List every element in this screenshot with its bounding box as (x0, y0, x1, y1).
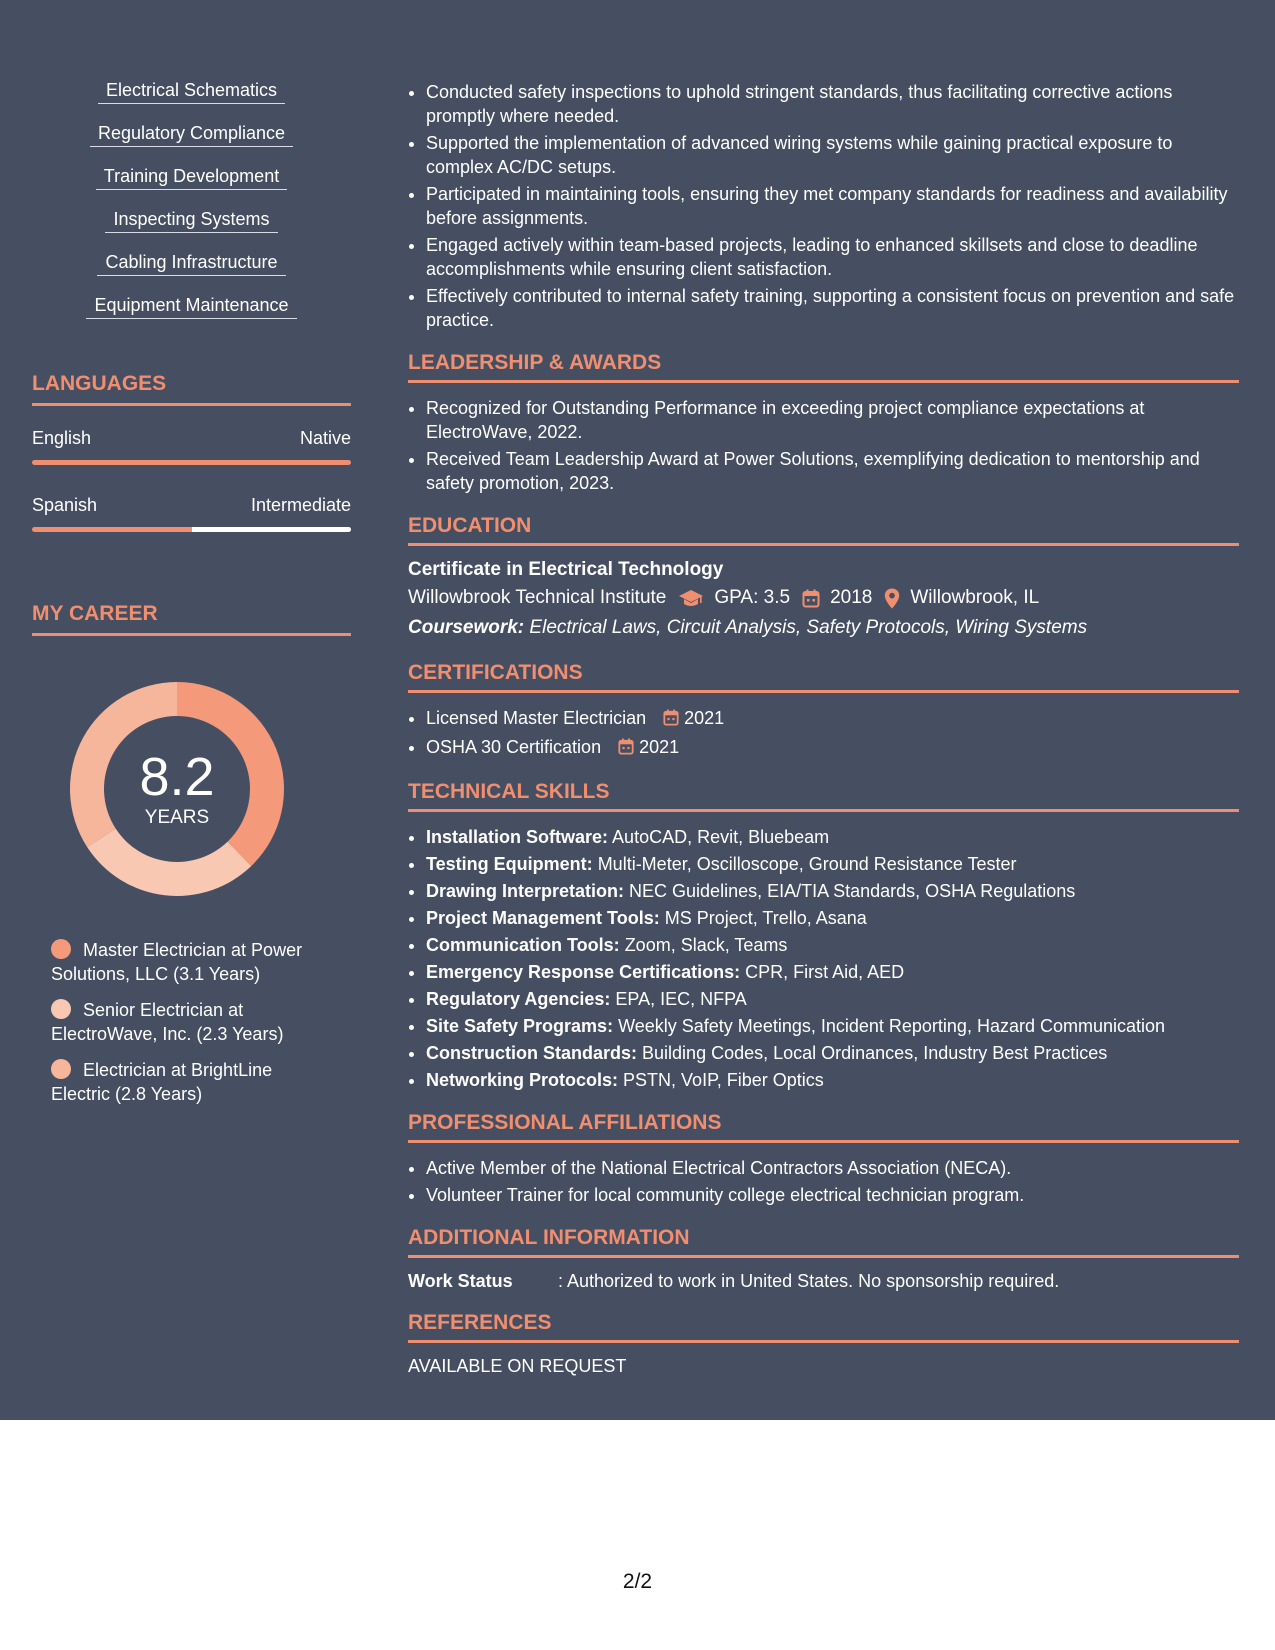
sidebar (32, 80, 351, 1118)
skill-values: Weekly Safety Meetings, Incident Reporting, Hazard Communication (618, 1016, 1166, 1036)
technical-skill-item (426, 960, 1239, 984)
skill-category: Networking Protocols: (426, 1070, 619, 1090)
language-proficiency-bar (32, 460, 351, 465)
coursework-label: Coursework: (408, 617, 525, 638)
skill-category: Regulatory Agencies: (426, 989, 611, 1009)
skill-category: Site Safety Programs: (426, 1016, 614, 1036)
affiliations-list (408, 1156, 1239, 1207)
calendar-icon (618, 737, 634, 761)
career-legend-item (51, 1058, 351, 1106)
affiliation-item: • Active Member of the National Electrical Contractors Association (NECA). (426, 1156, 1239, 1180)
leadership-item: • Recognized for Outstanding Performance in exceeding project compliance expectations at ElectroWave, 2022. (426, 396, 1239, 444)
career-heading: MY CAREER (32, 602, 351, 636)
references-text: AVAILABLE ON REQUEST (408, 1356, 627, 1376)
technical-skill-item (426, 1041, 1239, 1065)
calendar-icon (663, 708, 679, 732)
career-legend-item (51, 998, 351, 1046)
skill-category: Installation Software: (426, 827, 609, 847)
skill-values: AutoCAD, Revit, Bluebeam (612, 827, 830, 847)
references-heading: REFERENCES (408, 1311, 1239, 1343)
technical-skill-item (426, 933, 1239, 957)
skill-tag: Equipment Maintenance (86, 295, 296, 319)
skill-tag: Electrical Schematics (98, 80, 285, 104)
language-name: English (32, 428, 92, 448)
skill-values: PSTN, VoIP, Fiber Optics (623, 1070, 824, 1090)
education-degree: Certificate in Electrical Technology (408, 559, 724, 580)
affiliation-item: • Volunteer Trainer for local community college electrical technician program. (426, 1183, 1239, 1207)
certification-name: Licensed Master Electrician (426, 708, 647, 728)
technical-skill-item (426, 852, 1239, 876)
technical-skill-item (426, 987, 1239, 1011)
technical-skills-heading: TECHNICAL SKILLS (408, 780, 1239, 812)
career-total-years: 8.2 (139, 747, 215, 807)
education-gpa: GPA: 3.5 (714, 587, 791, 608)
skill-category: Project Management Tools: (426, 908, 660, 928)
work-status-row (408, 1271, 1239, 1292)
technical-skill-item (426, 1068, 1239, 1092)
additional-info-heading: ADDITIONAL INFORMATION (408, 1226, 1239, 1258)
technical-skill-item (426, 1014, 1239, 1038)
certification-item (426, 706, 1239, 732)
coursework-value: Electrical Laws, Circuit Analysis, Safety Protocols, Wiring Systems (529, 617, 1088, 638)
education-school: Willowbrook Technical Institute (408, 587, 667, 608)
experience-bullet: • Conducted safety inspections to uphold stringent standards, thus facilitating corrective actions promptly where needed. (426, 80, 1239, 128)
certification-year: 2021 (684, 708, 725, 728)
technical-skills-list (408, 825, 1239, 1092)
career-label: Electrician at BrightLine Electric (2.8 Years) (51, 1060, 273, 1104)
career-label: Senior Electrician at ElectroWave, Inc. (2.3 Years) (51, 1000, 284, 1044)
skill-category: Emergency Response Certifications: (426, 962, 741, 982)
career-dot-icon (51, 939, 71, 959)
skill-tag: Training Development (96, 166, 287, 190)
experience-bullet: • Participated in maintaining tools, ensuring they met company standards for readiness and availability before assignments. (426, 182, 1239, 230)
skill-values: Building Codes, Local Ordinances, Industry Best Practices (642, 1043, 1108, 1063)
skill-category: Testing Equipment: (426, 854, 593, 874)
work-status-label: Work Status (408, 1271, 513, 1291)
experience-bullets (408, 80, 1239, 332)
career-dot-icon (51, 999, 71, 1019)
skill-tag: Regulatory Compliance (90, 123, 293, 147)
skill-tag: Cabling Infrastructure (97, 252, 285, 276)
career-donut-chart (32, 676, 351, 916)
language-level: Native (299, 428, 351, 448)
skill-values: NEC Guidelines, EIA/TIA Standards, OSHA Regulations (629, 881, 1076, 901)
education-location: Willowbrook, IL (910, 587, 1040, 608)
skill-values: Multi-Meter, Oscilloscope, Ground Resistance Tester (597, 854, 1017, 874)
certification-name: OSHA 30 Certification (426, 737, 602, 757)
map-pin-icon (884, 588, 900, 609)
skill-tag: Inspecting Systems (105, 209, 277, 233)
skill-category: Communication Tools: (426, 935, 620, 955)
education-heading: EDUCATION (408, 514, 1239, 546)
language-spanish (32, 495, 351, 532)
certification-year: 2021 (639, 737, 680, 757)
affiliations-heading: PROFESSIONAL AFFILIATIONS (408, 1111, 1239, 1143)
experience-bullet: • Engaged actively within team-based projects, leading to enhanced skillsets and close to deadline accomplishments while ensuring client satisfaction. (426, 233, 1239, 281)
language-level: Intermediate (250, 495, 351, 515)
leadership-heading: LEADERSHIP & AWARDS (408, 351, 1239, 383)
career-legend-item (51, 938, 351, 986)
skill-values: MS Project, Trello, Asana (664, 908, 867, 928)
certifications-heading: CERTIFICATIONS (408, 661, 1239, 693)
work-status-value: : Authorized to work in United States. No sponsorship required. (558, 1271, 1060, 1291)
language-name: Spanish (32, 495, 98, 515)
skill-category: Drawing Interpretation: (426, 881, 625, 901)
education-coursework (408, 617, 1239, 639)
skill-list (32, 80, 351, 338)
certifications-list (408, 706, 1239, 761)
career-dot-icon (51, 1059, 71, 1079)
languages-heading: LANGUAGES (32, 372, 351, 406)
skill-category: Construction Standards: (426, 1043, 638, 1063)
skill-values: EPA, IEC, NFPA (615, 989, 747, 1009)
experience-bullet: • Supported the implementation of advanced wiring systems while gaining practical exposure to complex AC/DC setups. (426, 131, 1239, 179)
leadership-item: • Received Team Leadership Award at Power Solutions, exemplifying dedication to mentorship and safety promotion, 2023. (426, 447, 1239, 495)
technical-skill-item (426, 825, 1239, 849)
main-column (408, 80, 1239, 1377)
page-number: 2/2 (622, 1570, 653, 1593)
experience-bullet: • Effectively contributed to internal safety training, supporting a consistent focus on prevention and safe practice. (426, 284, 1239, 332)
certification-item (426, 735, 1239, 761)
education-year: 2018 (830, 587, 873, 608)
graduation-cap-icon (678, 589, 704, 607)
leadership-list (408, 396, 1239, 495)
career-label: Master Electrician at Power Solutions, LLC (3.1 Years) (51, 940, 303, 984)
skill-values: CPR, First Aid, AED (745, 962, 905, 982)
technical-skill-item (426, 879, 1239, 903)
skill-values: Zoom, Slack, Teams (624, 935, 788, 955)
language-english (32, 428, 351, 465)
language-proficiency-bar (32, 527, 351, 532)
career-legend (32, 938, 351, 1106)
career-years-unit: YEARS (144, 807, 210, 828)
education-details (408, 587, 1239, 609)
calendar-icon (802, 589, 820, 608)
technical-skill-item (426, 906, 1239, 930)
